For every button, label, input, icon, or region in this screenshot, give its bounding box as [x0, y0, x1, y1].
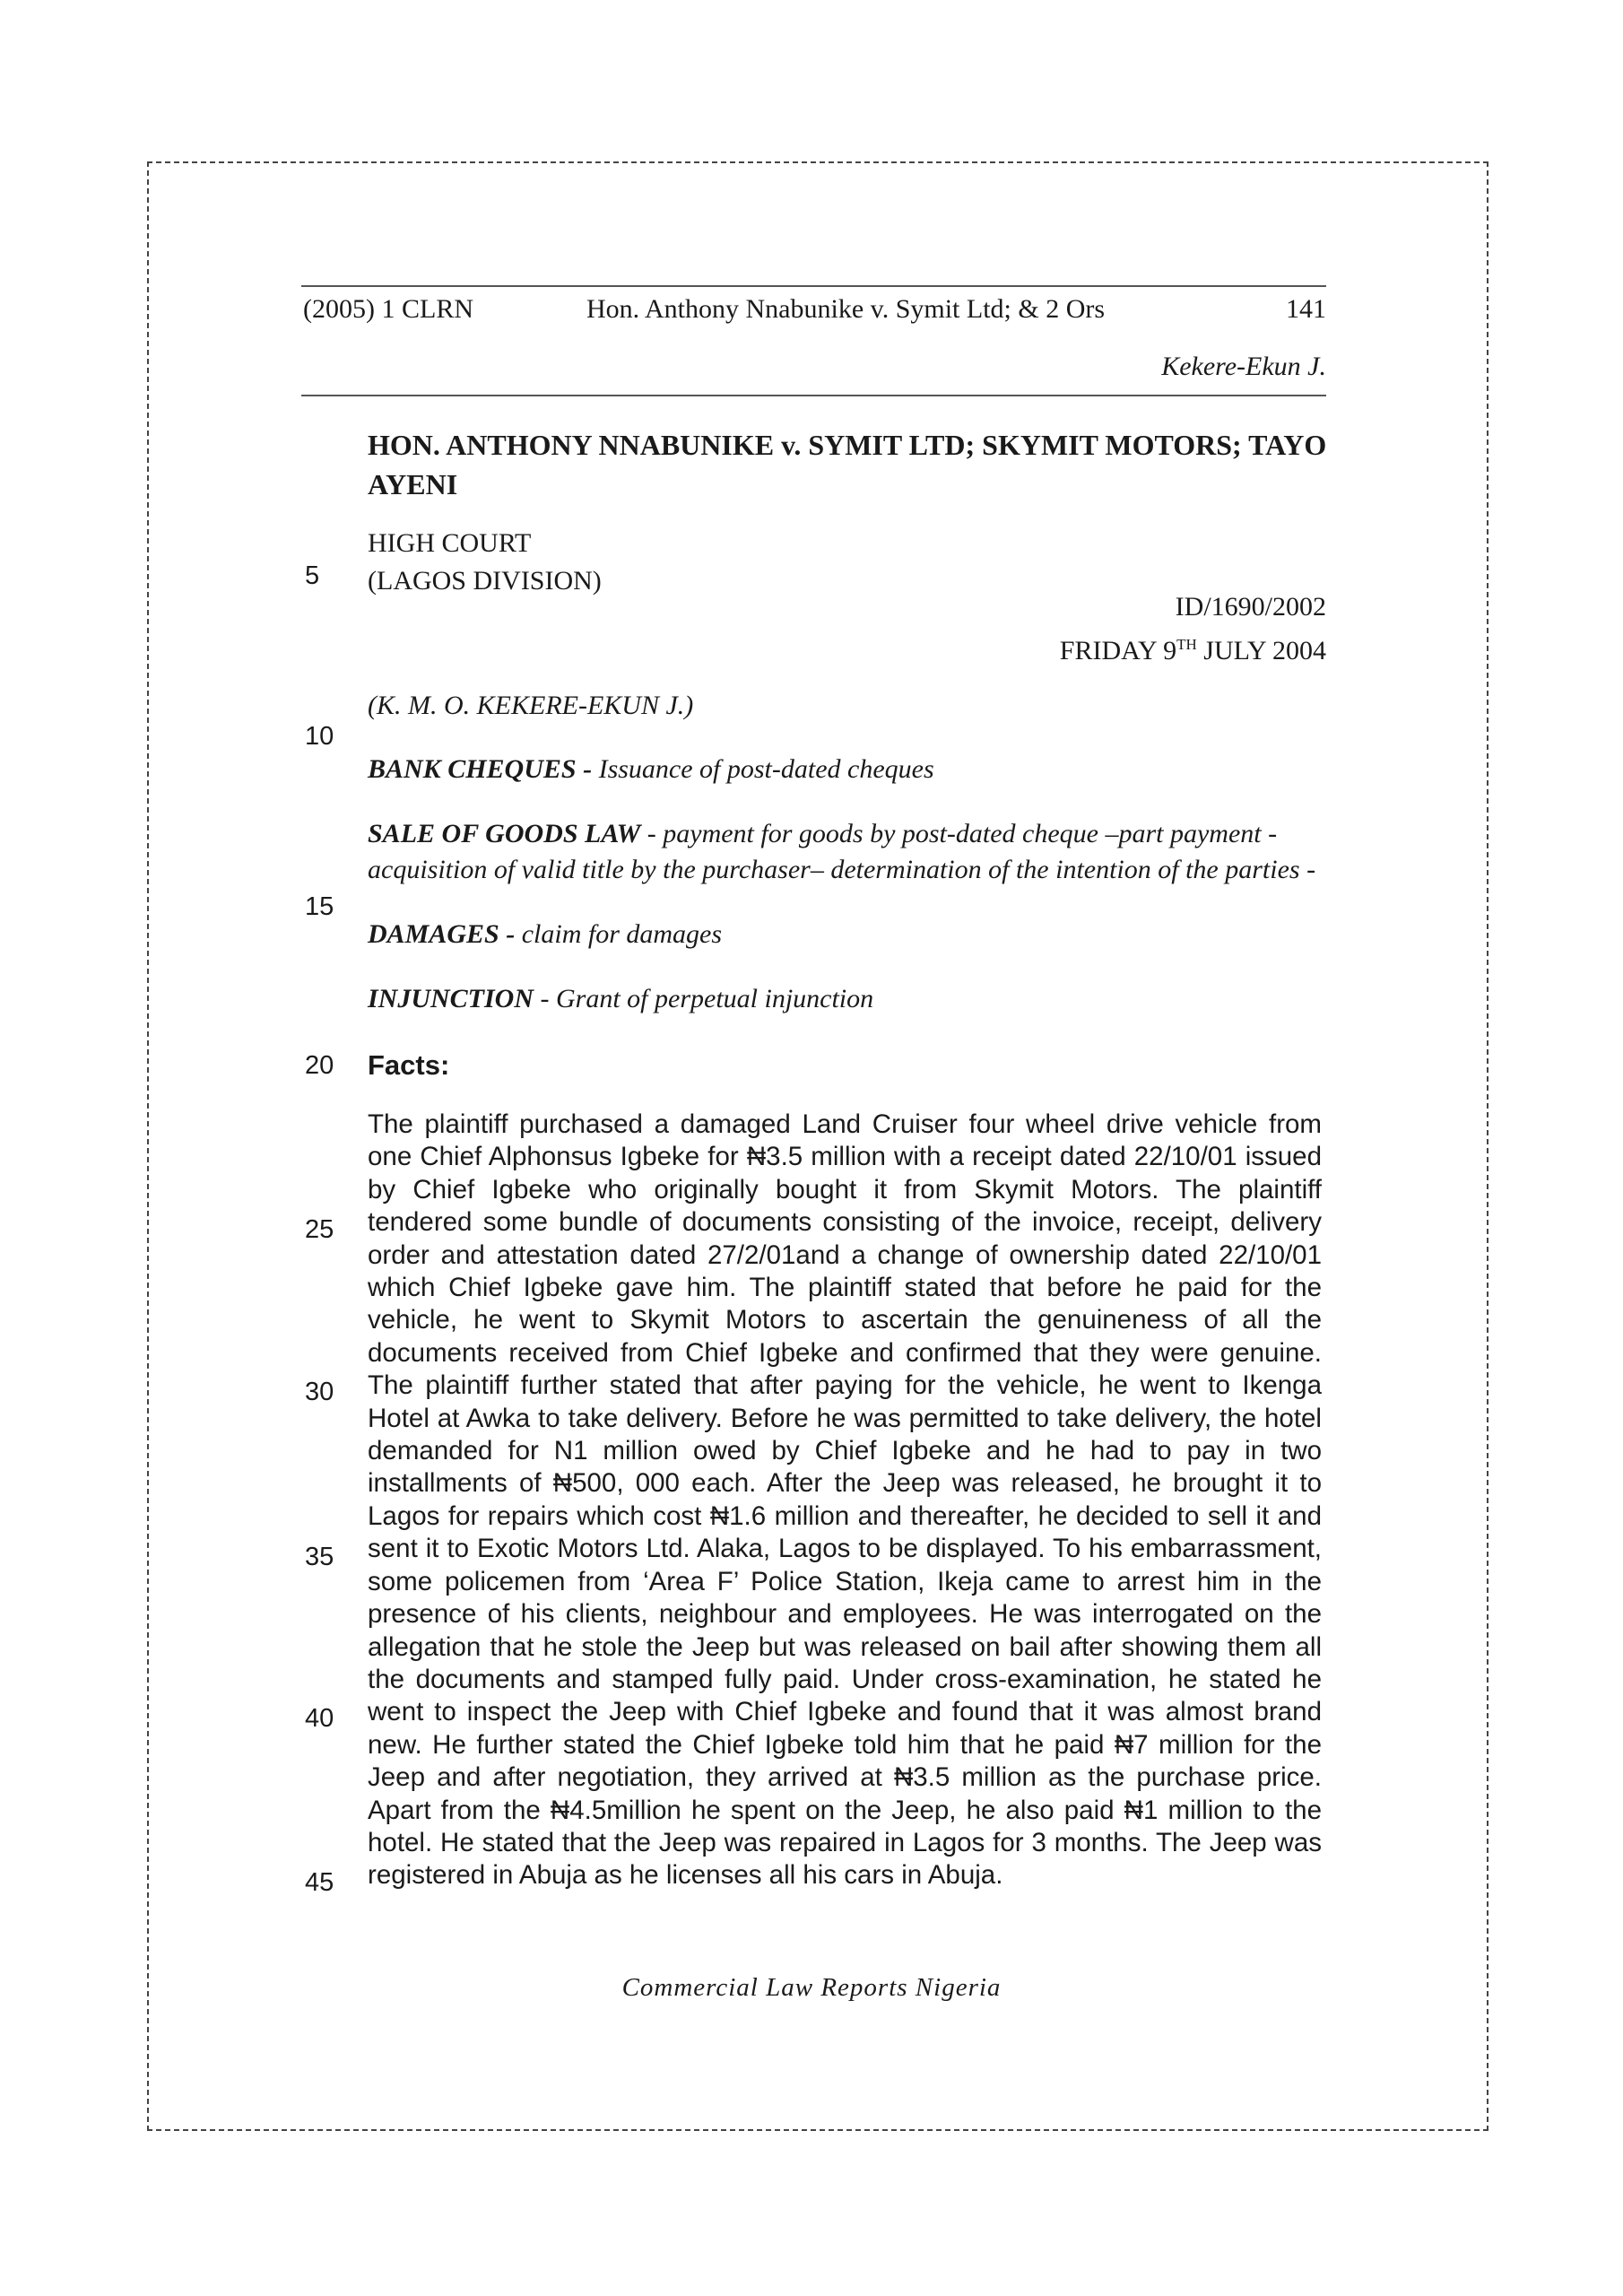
line-number: 5 [305, 561, 320, 590]
catchword-head: DAMAGES - [368, 919, 516, 949]
running-head [301, 285, 1326, 396]
facts-body: The plaintiff purchased a damaged Land Cruiser four wheel drive vehicle from one Chief Alphonsus Igbeke for ₦3.5 million with a receipt dated 22/10/01 issued by Chief Igbeke who originally bought it from Skymit Motors. The plaintiff tendered some bundle of documents consisting of the invoice, receipt, delivery order and attestation dated 27/2/01and a change of ownership dated 22/10/01 which Chief Igbeke gave him. The plaintiff stated that before he paid for the vehicle, he went to Skymit Motors to ascertain the genuineness of all the documents received from Chief Igbeke and confirmed that they were genuine. The plaintiff further stated that after paying for the vehicle, he went to Ikenga Hotel at Awka to take delivery. Before he was permitted to take delivery, the hotel demanded for N1 million owed by Chief Igbeke and he had to pay in two installments of ₦500, 000 each. After the Jeep was released, he brought it to Lagos for repairs which cost ₦1.6 million and thereafter, he decided to sell it and sent it to Exotic Motors Ltd. Alaka, Lagos to be displayed. To his embarrassment, some policemen from ‘Area F’ Police Station, Ikeja came to arrest him in the presence of his clients, neighbour and employees. He was interrogated on the allegation that he stole the Jeep but was released on bail after showing them all the documents and stamped fully paid. Under cross-examination, he stated he went to inspect the Jeep with Chief Igbeke and found that it was almost brand new. He further stated the Chief Igbeke told him that he paid ₦7 million for the Jeep and after negotiation, they arrived at ₦3.5 million as the purchase price. Apart from the ₦4.5million he spent on the Jeep, he also paid ₦1 million to the hotel. He stated that the Jeep was repaired in Lagos for 3 months. The Jeep was registered in Abuja as he licenses all his cars in Abuja. [368, 1109, 1322, 1891]
suit-details [1060, 588, 1326, 670]
court-name [368, 525, 602, 600]
catchword [368, 816, 1327, 888]
running-head-case-name: Hon. Anthony Nnabunike v. Symit Ltd; & 2 Ors [586, 294, 1106, 324]
line-number: 40 [305, 1704, 334, 1733]
line-number: 45 [305, 1868, 334, 1897]
catchword-head: SALE OF GOODS LAW [368, 819, 641, 848]
line-number: 15 [305, 892, 334, 921]
line-number: 10 [305, 722, 334, 751]
catchword-text: Issuance of post-dated cheques [592, 754, 934, 784]
catchword [368, 981, 1327, 1017]
footer-publication: Commercial Law Reports Nigeria [621, 1973, 1002, 2002]
catchword-head: BANK CHEQUES - [368, 754, 593, 784]
catchword [368, 752, 1327, 787]
line-number: 20 [305, 1051, 334, 1080]
line-number: 30 [305, 1378, 334, 1406]
running-head-judge: Kekere-Ekun J. [1161, 352, 1326, 381]
presiding-judge: (K. M. O. KEKERE-EKUN J.) [368, 691, 694, 720]
court-line: HIGH COURT [368, 528, 532, 558]
line-number: 25 [305, 1215, 334, 1244]
facts-heading: Facts: [368, 1049, 450, 1081]
law-report-citation: (2005) 1 CLRN [303, 294, 473, 324]
catchword-text: claim for damages [515, 919, 723, 949]
suit-number: ID/1690/2002 [1175, 592, 1326, 622]
court-division: (LAGOS DIVISION) [368, 566, 602, 596]
case-title: HON. ANTHONY NNABUNIKE v. SYMIT LTD; SKYMIT MOTORS; TAYO AYENI [368, 429, 1327, 500]
page-number: 141 [1286, 294, 1326, 324]
catchword-head: INJUNCTION [368, 984, 534, 1013]
date-day: FRIDAY 9 [1059, 636, 1177, 665]
catchword [368, 917, 1327, 952]
judgment-date [1060, 626, 1326, 670]
date-ordinal: TH [1176, 636, 1197, 653]
line-number: 35 [305, 1543, 334, 1571]
catchword-text: - Grant of perpetual injunction [534, 984, 874, 1013]
catchword-text: - payment for goods by post-dated cheque –part payment - acquisition of valid title by the purchaser– determination of the intention of the parties - [368, 819, 1316, 884]
date-month-year: JULY 2004 [1196, 636, 1326, 665]
